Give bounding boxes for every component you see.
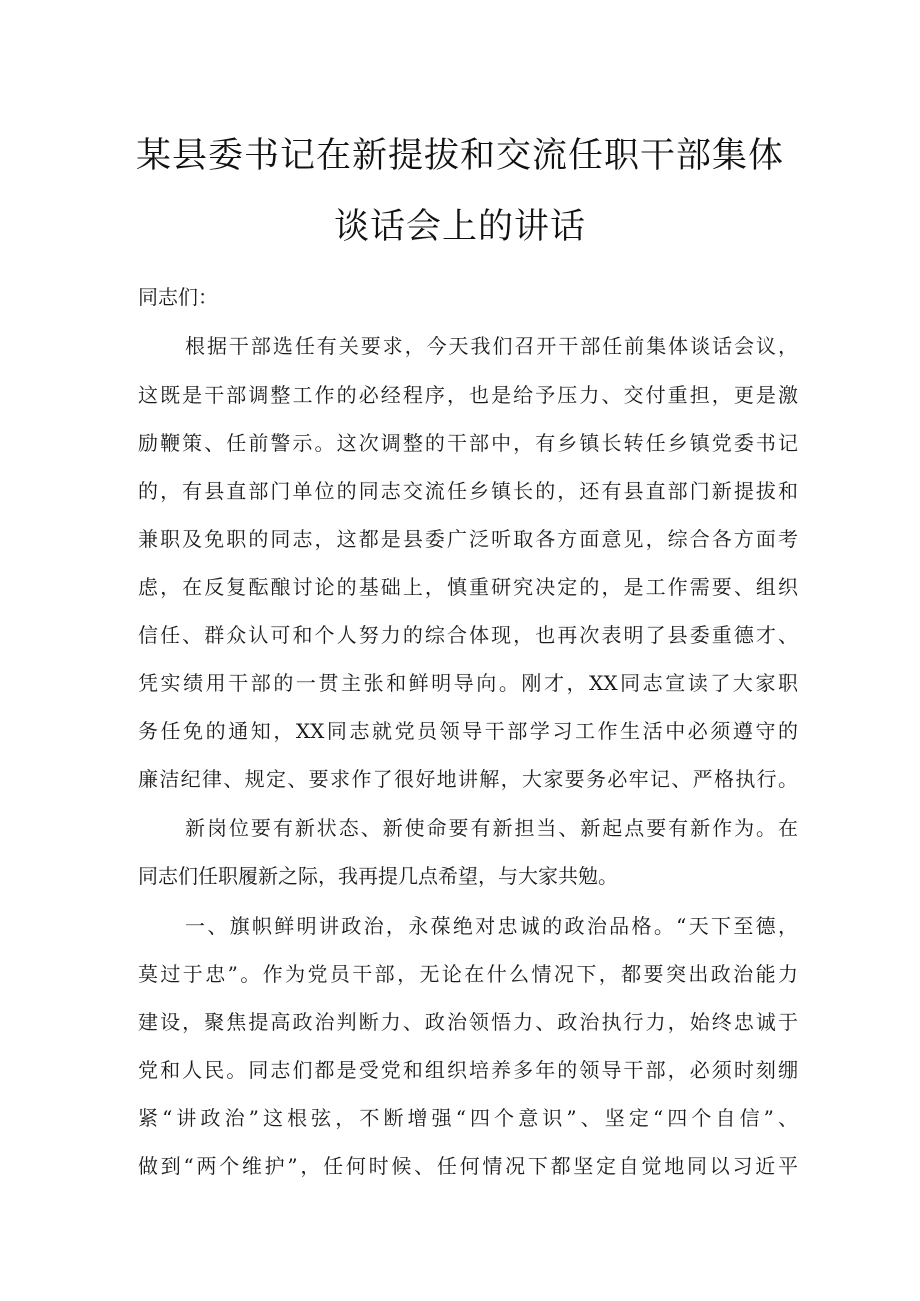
paragraph-line: 务任免的通知，XX同志就党员领导干部学习工作生活中必须遵守的 [138,719,798,743]
paragraph-line: 莫过于忠”。作为党员干部，无论在什么情况下，都要突出政治能力 [138,962,798,986]
paragraph-line: 这既是干部调整工作的必经程序，也是给予压力、交付重担，更是激 [138,383,798,407]
paragraph-line: 新岗位要有新状态、新使命要有新担当、新起点要有新作为。在 [185,816,798,840]
paragraph-line: 励鞭策、任前警示。这次调整的干部中，有乡镇长转任乡镇党委书记 [138,431,798,455]
paragraph-line: 党和人民。同志们都是受党和组织培养多年的领导干部，必须时刻绷 [138,1058,798,1082]
document-title-line-1: 某县委书记在新提拔和交流任职干部集体 [135,136,784,176]
paragraph-line: 兼职及免职的同志，这都是县委广泛听取各方面意见，综合各方面考 [138,527,798,551]
paragraph-line: 廉洁纪律、规定、要求作了很好地讲解，大家要务必牢记、严格执行。 [138,767,798,791]
paragraph-line: 建设，聚焦提高政治判断力、政治领悟力、政治执行力，始终忠诚于 [138,1010,798,1034]
paragraph-line: 的，有县直部门单位的同志交流任乡镇长的，还有县直部门新提拔和 [138,479,798,503]
paragraph-line: 一、旗帜鲜明讲政治，永葆绝对忠诚的政治品格。“天下至德， [185,914,798,938]
salutation: 同志们： [138,285,218,309]
paragraph-line: 信任、群众认可和个人努力的综合体现，也再次表明了县委重德才、 [138,623,798,647]
paragraph-line: 根据干部选任有关要求，今天我们召开干部任前集体谈话会议， [185,334,798,358]
paragraph-line: 紧“讲政治”这根弦，不断增强“四个意识”、坚定“四个自信”、 [138,1106,798,1130]
paragraph-line: 虑，在反复酝酿讨论的基础上，慎重研究决定的，是工作需要、组织 [138,575,798,599]
paragraph-line: 同志们任职履新之际，我再提几点希望，与大家共勉。 [138,864,618,888]
document-title-line-2: 谈话会上的讲话 [333,207,586,247]
paragraph-line: 做到“两个维护”，任何时候、任何情况下都坚定自觉地同以习近平 [138,1154,798,1178]
paragraph-line: 凭实绩用干部的一贯主张和鲜明导向。刚才，XX同志宣读了大家职 [138,671,798,695]
